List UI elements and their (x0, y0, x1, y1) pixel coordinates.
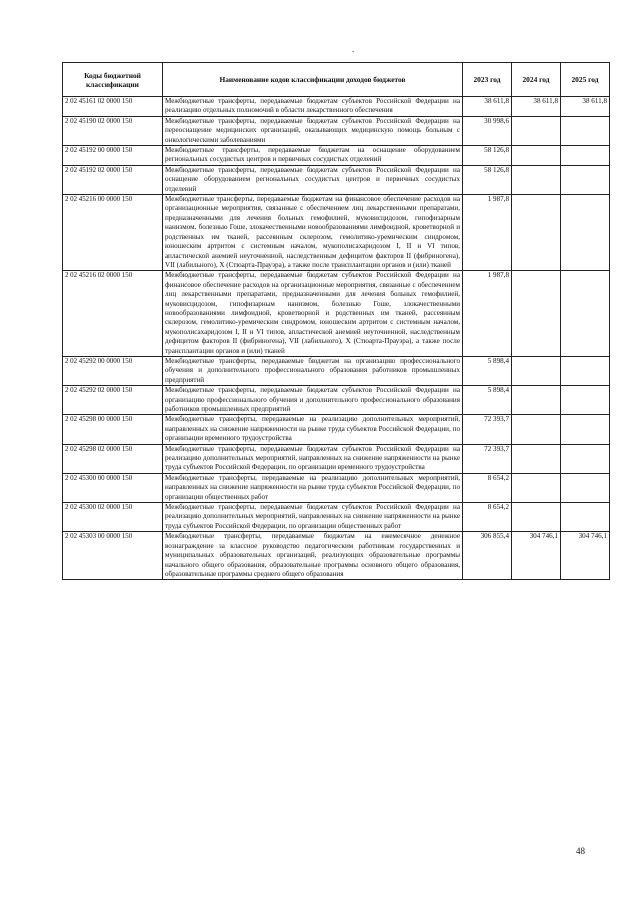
table-row (63, 195, 610, 271)
cell-name: Межбюджетные трансферты, передаваемые на реализацию дополнительных мероприятий, направленных на снижение напряженности на рынке труда субъектов Российской Федерации, по организации общественных работ (163, 473, 463, 502)
cell-2025 (561, 356, 610, 385)
cell-2025: 38 611,8 (561, 97, 610, 117)
cell-name: Межбюджетные трансферты, передаваемые бюджетам на ежемесячное денежное вознаграждение за классное руководство педагогическим работникам государственных и муниципальных образовательных организаций, реализующих образовательные программы начального общего образования, образовательные программы основного общего образования, образовательные программы среднего общего образования (163, 532, 463, 580)
cell-name: Межбюджетные трансферты, передаваемые бюджетам на оснащение оборудованием региональных сосудистых центров и первичных сосудистых отделений (163, 146, 463, 166)
header-2024: 2024 год (512, 63, 561, 97)
cell-2025 (561, 165, 610, 194)
cell-2024 (512, 386, 561, 415)
cell-2024 (512, 415, 561, 444)
table-row (63, 356, 610, 385)
cell-2023: 5 898,4 (463, 356, 512, 385)
cell-code: 2 02 45190 02 0000 150 (63, 116, 163, 145)
cell-name: Межбюджетные трансферты, передаваемые бюджетам субъектов Российской Федерации на финансовое обеспечение расходов на организационные мероприятия, связанные с обеспечением лиц лекарственными препаратами, предназначенными для лечения больных гемофилией, муковисцидозом, гипофизарным нанизмом, болезнью Гоше, злокачественными новообразованиями лимфоидной, кроветворной и родственных им тканей, рассеянным склерозом, гемолитико-уремическим синдромом, юношеским артритом с системным началом, мукополисахаридозом I, II и VI типов, апластической анемией неуточненной, наследственным дефицитом факторов II (фибриногена), VII (лабильного), X (Стюарта-Прауэра), а также после трансплантации органов и (или) тканей (163, 271, 463, 357)
cell-code: 2 02 45192 02 0000 150 (63, 165, 163, 194)
cell-code: 2 02 45192 00 0000 150 (63, 146, 163, 166)
cell-2025 (561, 386, 610, 415)
header-name: Наименование кодов классификации доходов бюджетов (163, 63, 463, 97)
cell-code: 2 02 45161 02 0000 150 (63, 97, 163, 117)
cell-name: Межбюджетные трансферты, передаваемые бюджетам субъектов Российской Федерации на реализацию дополнительных мероприятий, направленных на снижение напряженности на рынке труда субъектов Российской Федерации, по организации временного трудоустройства (163, 444, 463, 473)
cell-2023: 1 987,8 (463, 195, 512, 271)
cell-2023: 58 126,8 (463, 146, 512, 166)
cell-2023: 38 611,8 (463, 97, 512, 117)
cell-code: 2 02 45298 00 0000 150 (63, 415, 163, 444)
cell-code: 2 02 45216 00 0000 150 (63, 195, 163, 271)
cell-2024 (512, 444, 561, 473)
cell-2024 (512, 195, 561, 271)
cell-2025 (561, 195, 610, 271)
cell-2025 (561, 415, 610, 444)
cell-2023: 306 855,4 (463, 532, 512, 580)
cell-2023: 72 393,7 (463, 415, 512, 444)
cell-code: 2 02 45303 00 0000 150 (63, 532, 163, 580)
cell-2023: 1 987,8 (463, 271, 512, 357)
cell-code: 2 02 45300 02 0000 150 (63, 503, 163, 532)
cell-2025 (561, 271, 610, 357)
cell-2025 (561, 444, 610, 473)
table-row (63, 97, 610, 117)
cell-2025: 304 746,1 (561, 532, 610, 580)
header-2023: 2023 год (463, 63, 512, 97)
cell-name: Межбюджетные трансферты, передаваемые бюджетам на финансовое обеспечение расходов на организационные мероприятия, связанные с обеспечением лиц лекарственными препаратами, предназначенными для лечения больных гемофилией, муковисцидозом, гипофизарным нанизмом, болезнью Гоше, злокачественными новообразованиями лимфоидной, кроветворной и родственных им тканей, рассеянным склерозом, гемолитико-уремическим синдромом, юношеским артритом с системным началом, мукополисахаридозом I, II и VI типов, апластической анемией неуточненной, наследственным дефицитом факторов II (фибриногена), VII (лабильного), X (Стюарта-Прауэра), а также после трансплантации органов и (или) тканей (163, 195, 463, 271)
table-row (63, 473, 610, 502)
budget-classification-table (62, 62, 610, 580)
table-header-row (63, 63, 610, 97)
header-code: Коды бюджетной классификации (63, 63, 163, 97)
cell-2024 (512, 503, 561, 532)
table-row (63, 386, 610, 415)
cell-2024: 38 611,8 (512, 97, 561, 117)
cell-2023: 72 393,7 (463, 444, 512, 473)
cell-2024 (512, 356, 561, 385)
cell-name: Межбюджетные трансферты, передаваемые бюджетам субъектов Российской Федерации на оснащение оборудованием региональных сосудистых центров и первичных сосудистых отделений (163, 165, 463, 194)
cell-name: Межбюджетные трансферты, передаваемые бюджетам субъектов Российской Федерации на организацию профессионального обучения и дополнительного профессионального образования работников промышленных предприятий (163, 386, 463, 415)
cell-code: 2 02 45292 02 0000 150 (63, 386, 163, 415)
page-number: 48 (576, 846, 585, 856)
cell-name: Межбюджетные трансферты, передаваемые на реализацию дополнительных мероприятий, направленных на снижение напряженности на рынке труда субъектов Российской Федерации, по организации временного трудоустройства (163, 415, 463, 444)
cell-2024 (512, 165, 561, 194)
cell-2023: 5 898,4 (463, 386, 512, 415)
cell-2024: 304 746,1 (512, 532, 561, 580)
scan-mark: . (352, 44, 355, 54)
cell-code: 2 02 45298 02 0000 150 (63, 444, 163, 473)
table-row (63, 532, 610, 580)
cell-2023: 30 998,6 (463, 116, 512, 145)
cell-name: Межбюджетные трансферты, передаваемые бюджетам субъектов Российской Федерации на реализацию отдельных полномочий в области лекарственного обеспечения (163, 97, 463, 117)
table-row (63, 116, 610, 145)
table-row (63, 146, 610, 166)
cell-2025 (561, 146, 610, 166)
cell-2024 (512, 146, 561, 166)
cell-code: 2 02 45216 02 0000 150 (63, 271, 163, 357)
table-row (63, 444, 610, 473)
cell-2025 (561, 503, 610, 532)
table-body (63, 97, 610, 580)
cell-2024 (512, 116, 561, 145)
cell-name: Межбюджетные трансферты, передаваемые бюджетам субъектов Российской Федерации на переоснащение медицинских организаций, оказывающих медицинскую помощь больным с онкологическими заболеваниями (163, 116, 463, 145)
cell-2024 (512, 473, 561, 502)
cell-2023: 8 654,2 (463, 473, 512, 502)
cell-name: Межбюджетные трансферты, передаваемые бюджетам субъектов Российской Федерации на реализацию дополнительных мероприятий, направленных на снижение напряженности на рынке труда субъектов Российской Федерации, по организации общественных работ (163, 503, 463, 532)
header-2025: 2025 год (561, 63, 610, 97)
table-row (63, 415, 610, 444)
cell-2023: 58 126,8 (463, 165, 512, 194)
table-row (63, 271, 610, 357)
cell-2025 (561, 116, 610, 145)
cell-code: 2 02 45300 00 0000 150 (63, 473, 163, 502)
cell-2024 (512, 271, 561, 357)
cell-name: Межбюджетные трансферты, передаваемые бюджетам на организацию профессионального обучения и дополнительного профессионального образования работников промышленных предприятий (163, 356, 463, 385)
cell-2023: 8 654,2 (463, 503, 512, 532)
cell-2025 (561, 473, 610, 502)
table-row (63, 165, 610, 194)
cell-code: 2 02 45292 00 0000 150 (63, 356, 163, 385)
table-row (63, 503, 610, 532)
